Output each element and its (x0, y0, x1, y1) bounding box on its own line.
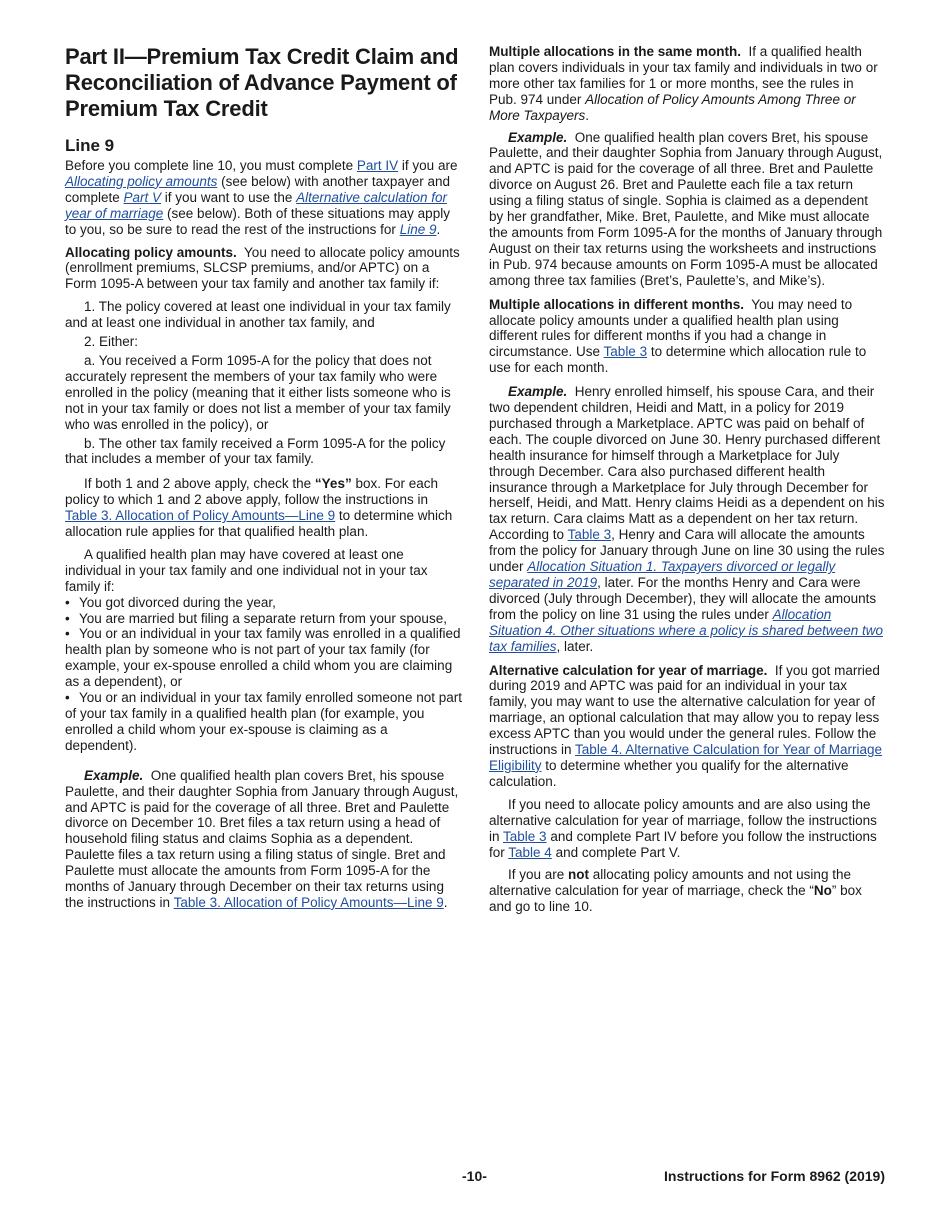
example-label: Example. (508, 129, 568, 145)
form-name: Instructions for Form 8962 (2019) (664, 1168, 885, 1184)
need-to-allocate-paragraph: If you need to allocate policy amounts and are also using the alternative calculation for year of marriage, follow the instructions in Table 3 and complete Part IV before you follow the instructions for Table 4 and complete Part V. (489, 796, 877, 860)
list-item: • You are married but filing a separate return from your spouse, (65, 610, 447, 626)
line-9-intro-paragraph: Before you complete line 10, you must complete Part IV if you are Allocating policy amounts (see below) with another taxpayer and complete Part V if you want to use the Alternative calculation for year of marriage (see below). Both of these situations may apply to you, so be sure to read the rest of the instructions for Line 9. (65, 158, 458, 237)
example-label: Example. (84, 767, 144, 783)
allocating-policy-amounts-paragraph: Allocating policy amounts. You need to allocate policy amounts (enrollment premiums, SLCSP premiums, and/or APTC) on a Form 1095-A between your tax family and another tax family if: (65, 244, 460, 292)
both-apply-paragraph: If both 1 and 2 above apply, check the “Yes” box. For each policy to which 1 and 2 above apply, follow the instructions in Table 3. Allocation of Policy Amounts—Line 9 to determine which allocation rule applies for that qualified health plan. (65, 476, 453, 540)
table-4-link-need[interactable]: Table 4 (508, 844, 552, 860)
example-label: Example. (508, 384, 568, 400)
table-3-link[interactable]: Table 3. Allocation of Policy Amounts—Line 9 (65, 508, 336, 524)
bullet-icon: • (65, 610, 70, 626)
condition-1: 1. The policy covered at least one individual in your tax family and at least one individual in another tax family, and (65, 299, 451, 331)
line-9-link[interactable]: Line 9 (399, 221, 437, 237)
bullet-icon: • (65, 594, 70, 610)
table-4-link[interactable]: Table 4. Alternative Calculation for Year of Marriage Eligibility (489, 742, 882, 773)
right-example-1-paragraph: Example. One qualified health plan covers Bret, his spouse Paulette, and their daughter Sophia from January through August, and APTC is paid for the coverage of all three. Bret and Paulette divorce on August 26. Bret and Paulette each file a tax return using a filing status of single. Sophia is claimed as a dependent by her grandfather, Mike. Bret, Paulette, and Mike must allocate the amounts from Form 1095-A for the months of January through August on their tax returns using the worksheets and instructions in Pub. 974 because amounts on Form 1095-A must be allocated among three tax families (Bret’s, Paulette’s, and Mike’s). (489, 129, 883, 288)
condition-2b: b. The other tax family received a Form 1095-A for the policy that includes a member of your tax family. (65, 435, 446, 467)
table-3-link-example[interactable]: Table 3. Allocation of Policy Amounts—Line 9 (173, 894, 444, 910)
list-item: • You or an individual in your tax family was enrolled in a qualified health plan by someone who is not part of your tax family (for example, your ex-spouse enrolled a child whom you are claiming as a dependent), or (65, 626, 461, 690)
page-number: -10- (462, 1168, 487, 1184)
part-v-link[interactable]: Part V (123, 189, 162, 205)
part-iv-link[interactable]: Part IV (356, 158, 399, 173)
qhp-paragraph: A qualified health plan may have covered at least one individual in your tax family and one individual not in your tax family if: (65, 546, 428, 594)
condition-2a: a. You received a Form 1095-A for the policy that does not accurately represent the members of your tax family who were enrolled in the policy (meaning that it either lists someone who is not in your tax family or does not list a member of your tax family who was enrolled in the policy), or (65, 352, 451, 432)
table-3-link-henry[interactable]: Table 3 (567, 527, 612, 543)
same-month-paragraph: Multiple allocations in the same month. If a qualified health plan covers individuals in your tax family and individuals in two or more other tax families for 1 or more months, see the rules in Pub. 974 under Allocation of Policy Amounts Among Three or More Taxpayers. (489, 44, 878, 123)
right-example-2-paragraph: Example. Henry enrolled himself, his spouse Cara, and their two dependent children, Heidi and Matt, in a policy for 2019 purchased through a Marketplace. APTC was paid on behalf of each. The couple divorced on June 30. Henry purchased different health insurance for himself through a Marketplace for July through December. Cara also purchased different health insurance through a Marketplace for July through December for herself, Heidi, and Matt. Henry claims Heidi as a dependent on his tax return. Cara claims Matt as a dependent on her tax return. According to Table 3, Henry and Cara will allocate the amounts from the policy for January through June on line 30 using the rules under Allocation Situation 1. Taxpayers divorced or legally separated in 2019, later. For the months Henry and Cara were divorced (July through December), they will allocate the amounts from the policy on line 31 using the rules under Allocation Situation 4. Other situations where a policy is shared between two tax families, later. (489, 384, 885, 654)
allocating-policy-amounts-link[interactable]: Allocating policy amounts (65, 173, 218, 189)
same-month-heading: Multiple allocations in the same month. (489, 44, 742, 59)
left-example-paragraph: Example. One qualified health plan covers Bret, his spouse Paulette, and their daughter Sophia from January through August, and APTC is paid for the coverage of all three. Bret and Paulette divorce on December 10. Bret files a tax return using a head of household filing status and claims Sophia as a dependent. Paulette files a tax return using a filing status of single. Bret and Paulette must allocate the amounts from Form 1095-A for the months of January through December on their tax returns using the instructions in Table 3. Allocation of Policy Amounts—Line 9. (65, 767, 459, 910)
allocation-situation-4-link[interactable]: Allocation Situation 4. Other situations where a policy is shared between two tax families (489, 606, 883, 654)
left-column (65, 44, 463, 918)
table-3-link-months[interactable]: Table 3 (603, 344, 648, 360)
part-ii-title: Part II—Premium Tax Credit Claim and Reconciliation of Advance Payment of Premium Tax Credit (65, 44, 459, 121)
alternative-calculation-paragraph: Alternative calculation for year of marriage. If you got married during 2019 and APTC was paid for an individual in your tax family, you may want to use the alternative calculation for year of marriage, an optional calculation that may allow you to repay less excess APTC than you would under the general rules. Follow the instructions in Table 4. Alternative Calculation for Year of Marriage Eligibility to determine whether you qualify for the alternative calculation. (489, 662, 882, 789)
different-months-heading: Multiple allocations in different months. (489, 296, 745, 312)
not-allocating-paragraph: If you are not allocating policy amounts and not using the alternative calculation for year of marriage, check the “No” box and go to line 10. (489, 867, 862, 915)
bullet-icon: • (65, 626, 70, 642)
bullet-list (65, 595, 463, 754)
alternative-calculation-heading: Alternative calculation for year of marriage. (489, 662, 768, 678)
allocation-situation-1-link[interactable]: Allocation Situation 1. Taxpayers divorced or legally separated in 2019 (489, 559, 836, 590)
condition-2: 2. Either: (84, 334, 139, 350)
bullet-icon: • (65, 690, 70, 706)
list-item: • You or an individual in your tax family enrolled someone not part of your tax family in a qualified health plan (for example, you enrolled a child whom your ex-spouse is claiming as a dependent). (65, 690, 462, 753)
right-column (489, 44, 885, 922)
list-item: • You got divorced during the year, (65, 594, 276, 610)
allocating-heading: Allocating policy amounts. (65, 244, 237, 260)
alternative-calculation-link[interactable]: Alternative calculation for year of marriage (65, 189, 447, 221)
table-3-link-need[interactable]: Table 3 (503, 828, 547, 844)
line-9-heading: Line 9 (65, 136, 115, 155)
different-months-paragraph: Multiple allocations in different months. You may need to allocate policy amounts under a qualified health plan using different rules for different months if you had a change in circumstance. Use Table 3 to determine which allocation rule to use for each month. (489, 296, 867, 376)
